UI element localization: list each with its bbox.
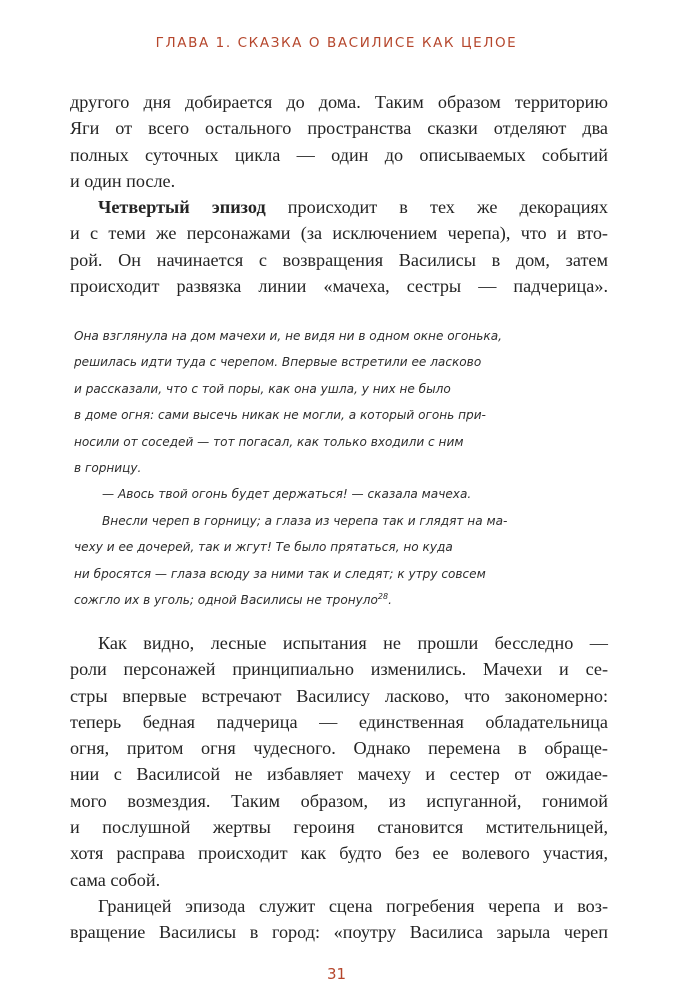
text-line: другого дня добирается до дома. Таким образом территорию: [70, 92, 608, 112]
text-line: огня, притом огня чудесного. Однако перемена в обраще-: [70, 738, 608, 759]
text-segment: происходит в тех же декорациях: [265, 197, 608, 217]
quotation-block: [74, 323, 578, 613]
text-line: и послушной жертвы героиня становится мстительницей,: [70, 817, 608, 838]
text-line: рой. Он начинается с возвращения Василисы в дом, затем: [70, 249, 608, 270]
quote-line: чеху и ее дочерей, так и жгут! Те было прятаться, но куда: [74, 540, 453, 555]
paragraph-1: [70, 89, 608, 194]
text-line: вращение Василисы в город: «поутру Василиса зарыла череп: [70, 922, 608, 943]
running-header: ГЛАВА 1. СКАЗКА О ВАСИЛИСЕ КАК ЦЕЛОЕ: [155, 35, 518, 51]
text-line: мого возмездия. Таким образом, из испуганной, гонимой: [70, 790, 608, 811]
text-line: роли персонажей принципиально изменились. Мачехи и се-: [70, 659, 608, 680]
episode-heading: Четвертый эпизод: [98, 197, 266, 217]
quote-line: в горницу.: [74, 461, 142, 476]
text-line: происходит развязка линии «мачеха, сестры — падчерица».: [70, 275, 608, 296]
page-number: 31: [326, 965, 347, 983]
footnote-reference: 28: [377, 592, 389, 602]
text-line: теперь бедная падчерица — единственная обладательница: [70, 711, 608, 732]
text-line: Яги от всего остального пространства сказки отделяют два: [70, 118, 608, 139]
quote-line: Внесли череп в горницу; а глаза из черепа так и глядят на ма-: [102, 513, 508, 528]
quote-line: и рассказали, что с той поры, как она ушла, у них не было: [74, 381, 451, 396]
text-line: [70, 194, 608, 220]
text-line: и с теми же персонажами (за исключением черепа), что и вто-: [70, 223, 608, 244]
text-line: сама собой.: [70, 869, 161, 890]
quote-line: в доме огня: сами высечь никак не могли, а который огонь при-: [74, 408, 486, 423]
text-line: хотя расправа происходит как будто без ее волевого участия,: [70, 843, 608, 864]
text-segment: .: [388, 593, 392, 608]
text-line: Границей эпизода служит сцена погребения черепа и воз-: [98, 896, 608, 916]
text-line: стры впервые встречают Василису ласково, что закономерно:: [70, 685, 608, 706]
text-line: и один после.: [70, 170, 176, 191]
quote-line: — Авось твой огонь будет держаться! — сказала мачеха.: [102, 487, 472, 502]
quote-line: ни бросятся — глаза всюду за ними так и следят; к утру совсем: [74, 566, 486, 581]
quote-line: решилась идти туда с черепом. Впервые встретили ее ласково: [74, 355, 482, 370]
paragraph-3: [70, 630, 608, 893]
quote-line: Она взглянула на дом мачехи и, не видя ни в одном окне огонька,: [74, 329, 502, 343]
quote-line: [74, 587, 578, 613]
text-line: нии с Василисой не избавляет мачеху и сестер от ожидае-: [70, 764, 608, 785]
text-segment: сожгло их в уголь; одной Василисы не тронуло: [74, 593, 378, 608]
quote-line: носили от соседей — тот погасал, как только входили с ним: [74, 434, 464, 449]
paragraph-2: [70, 194, 608, 299]
text-line: Как видно, лесные испытания не прошли бесследно —: [98, 633, 608, 653]
paragraph-4: [70, 893, 608, 946]
text-line: полных суточных цикла — один до описываемых событий: [70, 144, 608, 165]
